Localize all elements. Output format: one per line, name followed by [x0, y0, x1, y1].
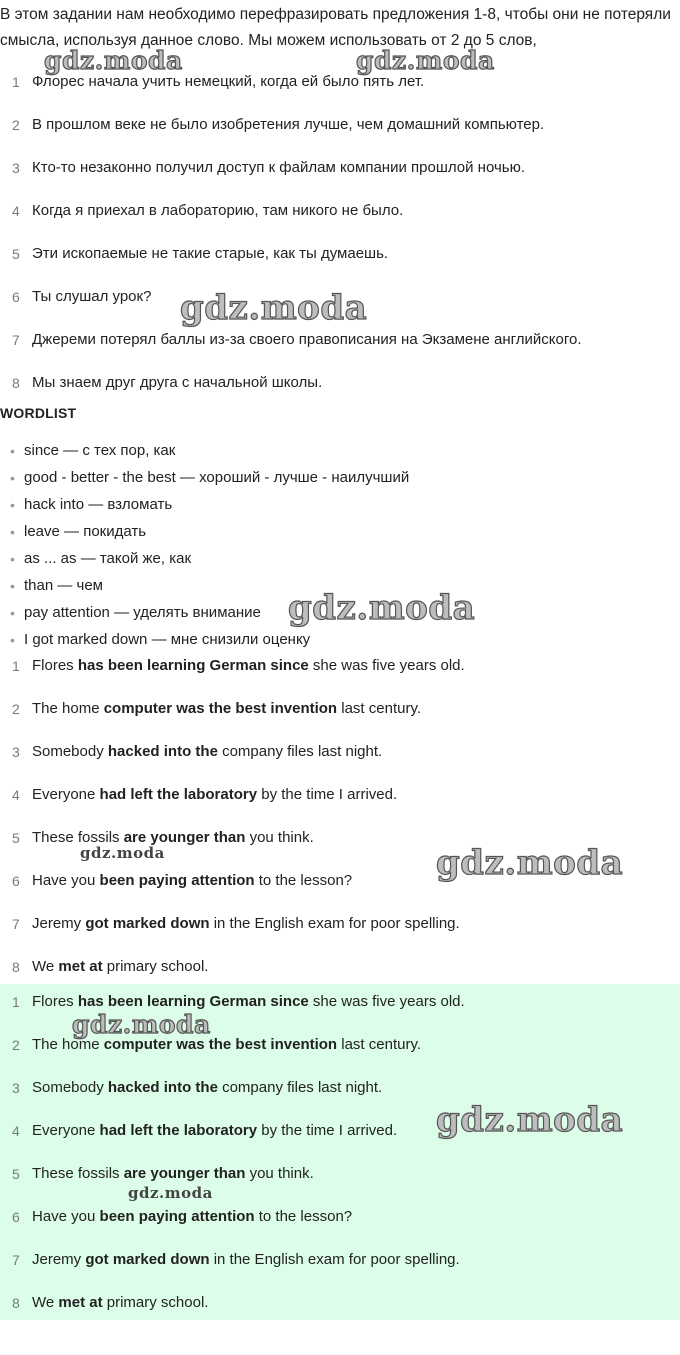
item-number: 3 [12, 160, 20, 176]
wordlist-text: leave — покидать [24, 523, 147, 540]
bullet-icon: • [10, 524, 15, 540]
bullet-icon: • [10, 443, 15, 459]
list-item [0, 244, 680, 287]
answer-text: Somebody [32, 1079, 108, 1096]
answer-highlight: hacked into the [107, 743, 218, 760]
answer-text: We [32, 1294, 59, 1311]
answer-text: The home [32, 700, 104, 717]
list-item [0, 287, 680, 330]
wordlist-item [0, 576, 680, 603]
item-text [32, 785, 397, 805]
answer-text: you think. [245, 1165, 314, 1182]
list-item [0, 158, 680, 201]
item-number: 3 [12, 1080, 20, 1096]
answer-text: Somebody [32, 743, 108, 760]
answer-text: Everyone [32, 1122, 100, 1139]
item-number: 8 [12, 959, 20, 975]
answer-text: you think. [245, 829, 314, 846]
item-text [32, 699, 421, 719]
list-item [0, 373, 680, 416]
item-number: 6 [12, 1209, 20, 1225]
wordlist-item [0, 522, 680, 549]
answer-text: Have you [32, 1208, 100, 1225]
answer-highlight: computer was the best invention [103, 700, 338, 717]
item-text [32, 1250, 460, 1270]
wordlist-text: hack into — взломать [24, 496, 173, 513]
answer-text: Jeremy [32, 1251, 86, 1268]
list-item [0, 115, 680, 158]
item-number: 4 [12, 787, 20, 803]
item-number: 6 [12, 873, 20, 889]
bullet-icon: • [10, 551, 15, 567]
item-text [32, 1293, 208, 1313]
watermark: gdz.moda [44, 46, 183, 75]
wordlist-text: as ... as — такой же, как [24, 550, 192, 567]
item-text [32, 1164, 314, 1184]
list-item [0, 699, 680, 742]
wordlist-item [0, 468, 680, 495]
item-number: 7 [12, 916, 20, 932]
answer-text: Flores [32, 993, 78, 1010]
answer-text: company files last night. [217, 743, 383, 760]
wordlist-heading: WORDLIST [0, 405, 77, 421]
answer-highlight: had left the laboratory [99, 786, 258, 803]
answer-highlight: are younger than [123, 1165, 246, 1182]
item-text [32, 871, 352, 891]
wordlist-item [0, 495, 680, 522]
item-text [32, 1121, 397, 1141]
list-item [0, 992, 680, 1035]
list-item [0, 1207, 680, 1250]
wordlist-text: pay attention — уделять внимание [24, 604, 261, 621]
watermark: gdz.moda [72, 1010, 211, 1039]
answer-highlight: hacked into the [107, 1079, 218, 1096]
answer-text: primary school. [102, 1294, 209, 1311]
item-text: Ты слушал урок? [32, 288, 152, 305]
list-item [0, 742, 680, 785]
item-text [32, 1078, 382, 1098]
list-item [0, 72, 680, 115]
watermark: gdz.moda [436, 843, 624, 883]
item-number: 7 [12, 1252, 20, 1268]
item-number: 2 [12, 117, 20, 133]
list-item [0, 871, 680, 914]
list-item [0, 1250, 680, 1293]
answer-text: to the lesson? [254, 872, 353, 889]
answer-text: These fossils [32, 829, 124, 846]
item-text [32, 1035, 421, 1055]
item-number: 1 [12, 994, 20, 1010]
item-number: 6 [12, 289, 20, 305]
item-number: 2 [12, 1037, 20, 1053]
item-text [32, 914, 460, 934]
answer-text: company files last night. [217, 1079, 383, 1096]
answer-text: in the English exam for poor spelling. [209, 915, 460, 932]
answer-highlight: got marked down [85, 1251, 210, 1268]
item-text: Флорес начала учить немецкий, когда ей было пять лет. [32, 73, 425, 90]
item-number: 1 [12, 658, 20, 674]
item-text [32, 992, 465, 1012]
answer-text: she was five years old. [308, 657, 465, 674]
list-item [0, 1293, 680, 1336]
watermark: gdz.moda [436, 1100, 624, 1140]
bullet-icon: • [10, 632, 15, 648]
item-text [32, 656, 465, 676]
bullet-icon: • [10, 578, 15, 594]
item-text: Кто-то незаконно получил доступ к файлам компании прошлой ночью. [32, 159, 526, 176]
answer-highlight: computer was the best invention [103, 1036, 338, 1053]
answer-text: The home [32, 1036, 104, 1053]
item-text [32, 957, 208, 977]
list-item [0, 914, 680, 957]
item-number: 7 [12, 332, 20, 348]
watermark: gdz.moda [356, 46, 495, 75]
item-text: Джереми потерял баллы из-за своего правописания на Экзамене английского. [32, 331, 582, 348]
watermark: gdz.moda [80, 844, 165, 862]
wordlist-text: good - better - the best — хороший - лучше - наилучший [24, 469, 410, 486]
wordlist [0, 441, 680, 657]
watermark: gdz.moda [128, 1184, 213, 1202]
answer-text: last century. [337, 1036, 422, 1053]
wordlist-text: I got marked down — мне снизили оценку [24, 631, 311, 648]
answer-highlight: met at [58, 958, 103, 975]
item-number: 1 [12, 74, 20, 90]
highlighted-answers-block [0, 984, 680, 1320]
item-number: 5 [12, 246, 20, 262]
answer-text: Flores [32, 657, 78, 674]
wordlist-item [0, 549, 680, 576]
item-text: Эти ископаемые не такие старые, как ты думаешь. [32, 245, 389, 262]
list-item [0, 828, 680, 871]
answer-text: primary school. [102, 958, 209, 975]
bullet-icon: • [10, 605, 15, 621]
answer-text: Have you [32, 872, 100, 889]
item-text: Когда я приехал в лабораторию, там никого не было. [32, 202, 404, 219]
task-intro: В этом задании нам необходимо перефразировать предложения 1-8, чтобы они не потеряли смысла, используя данное слово. Мы можем использовать от 2 до 5 слов, [0, 6, 671, 49]
answer-text: Jeremy [32, 915, 86, 932]
answer-highlight: met at [58, 1294, 103, 1311]
item-number: 4 [12, 1123, 20, 1139]
answers-list [0, 656, 680, 1000]
item-number: 8 [12, 1295, 20, 1311]
wordlist-text: than — чем [24, 577, 103, 594]
bullet-icon: • [10, 470, 15, 486]
wordlist-item [0, 630, 680, 657]
item-number: 2 [12, 701, 20, 717]
item-text [32, 742, 382, 762]
bullet-icon: • [10, 497, 15, 513]
list-item [0, 1035, 680, 1078]
item-number: 3 [12, 744, 20, 760]
list-item [0, 1121, 680, 1164]
answer-highlight: been paying attention [99, 872, 255, 889]
item-text: Мы знаем друг друга с начальной школы. [32, 374, 323, 391]
watermark: gdz.moda [180, 288, 368, 328]
answer-text: last century. [337, 700, 422, 717]
list-item [0, 330, 680, 373]
answer-highlight: been paying attention [99, 1208, 255, 1225]
answer-text: These fossils [32, 1165, 124, 1182]
item-text: В прошлом веке не было изобретения лучше, чем домашний компьютер. [32, 116, 545, 133]
answer-highlight: had left the laboratory [99, 1122, 258, 1139]
item-number: 8 [12, 375, 20, 391]
item-number: 4 [12, 203, 20, 219]
wordlist-item [0, 603, 680, 630]
item-text [32, 1207, 352, 1227]
answer-text: Everyone [32, 786, 100, 803]
list-item [0, 1164, 680, 1207]
list-item [0, 1078, 680, 1121]
wordlist-text: since — с тех пор, как [24, 442, 176, 459]
answer-text: by the time I arrived. [257, 786, 398, 803]
list-item [0, 656, 680, 699]
answer-highlight: are younger than [123, 829, 246, 846]
item-number: 5 [12, 1166, 20, 1182]
answer-text: in the English exam for poor spelling. [209, 1251, 460, 1268]
answer-text: We [32, 958, 59, 975]
answers-list-highlighted [0, 992, 680, 1336]
answer-text: by the time I arrived. [257, 1122, 398, 1139]
answer-highlight: has been learning German since [77, 993, 309, 1010]
item-number: 5 [12, 830, 20, 846]
russian-sentences-list [0, 72, 680, 416]
answer-highlight: has been learning German since [77, 657, 309, 674]
answer-highlight: got marked down [85, 915, 210, 932]
list-item [0, 785, 680, 828]
watermark: gdz.moda [288, 588, 476, 628]
answer-text: she was five years old. [308, 993, 465, 1010]
list-item [0, 201, 680, 244]
wordlist-item [0, 441, 680, 468]
answer-text: to the lesson? [254, 1208, 353, 1225]
item-text [32, 828, 314, 848]
